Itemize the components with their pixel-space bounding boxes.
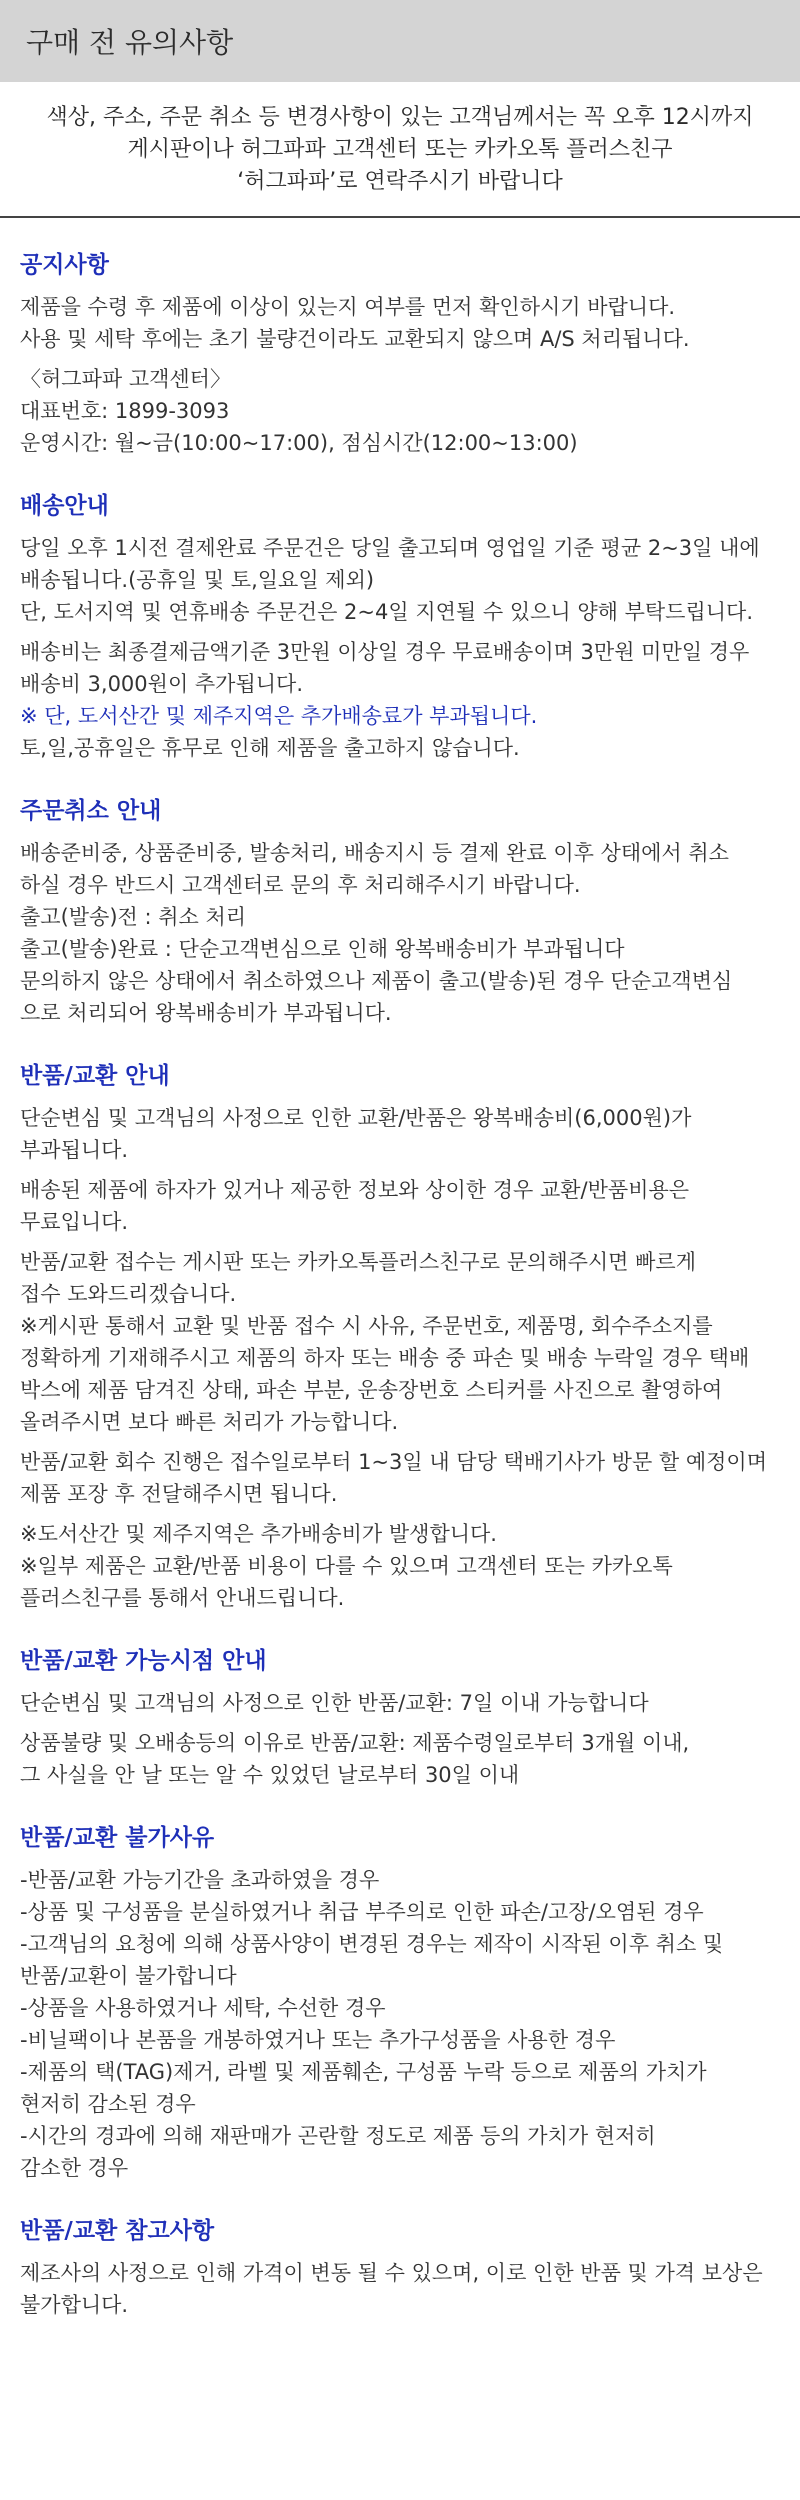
text-line: 제품 포장 후 전달해주시면 됩니다. (20, 1482, 338, 1506)
section-shipping (0, 487, 800, 764)
text-line: 반품/교환 접수는 게시판 또는 카카오톡플러스친구로 문의해주시면 빠르게 (20, 1250, 696, 1274)
highlight-notice: ※ 단, 도서산간 및 제주지역은 추가배송료가 부과됩니다. (20, 704, 538, 728)
text-line: 배송준비중, 상품준비중, 발송처리, 배송지시 등 결제 완료 이후 상태에서 취소 (20, 841, 729, 865)
text-line: 단순변심 및 고객님의 사정으로 인한 반품/교환: 7일 이내 가능합니다 (20, 1691, 649, 1715)
text-line: 사용 및 세탁 후에는 초기 불량건이라도 교환되지 않으며 A/S 처리됩니다. (20, 327, 690, 351)
text-line: 제품을 수령 후 제품에 이상이 있는지 여부를 먼저 확인하시기 바랍니다. (20, 295, 676, 319)
paragraph (20, 1246, 780, 1438)
paragraph (20, 1727, 780, 1791)
list-item: -상품 및 구성품을 분실하였거나 취급 부주의로 인한 파손/고장/오염된 경우 (20, 1900, 704, 1924)
section-return-restrictions (0, 1819, 800, 2184)
paragraph (20, 2257, 780, 2321)
section-return-exchange (0, 1057, 800, 1614)
paragraph (20, 532, 780, 628)
section-return-notes (0, 2212, 800, 2321)
text-line: 제조사의 사정으로 인해 가격이 변동 될 수 있으며, 이로 인한 반품 및 가격 보상은 (20, 2261, 763, 2285)
customer-center-info (20, 363, 780, 459)
list-item: 감소한 경우 (20, 2156, 129, 2180)
text-line: 배송된 제품에 하자가 있거나 제공한 정보와 상이한 경우 교환/반품비용은 (20, 1178, 690, 1202)
text-line: 으로 처리되어 왕복배송비가 부과됩니다. (20, 1001, 392, 1025)
section-title: 주문취소 안내 (20, 798, 162, 824)
text-line: 당일 오후 1시전 결제완료 주문건은 당일 출고되며 영업일 기준 평균 2~3일 내에 (20, 536, 760, 560)
text-line: 단순변심 및 고객님의 사정으로 인한 교환/반품은 왕복배송비(6,000원)가 (20, 1106, 692, 1130)
paragraph (20, 1174, 780, 1238)
paragraph (20, 636, 780, 764)
text-line: 부과됩니다. (20, 1138, 129, 1162)
notice-banner (0, 82, 800, 218)
text-line: 상품불량 및 오배송등의 이유로 반품/교환: 제품수령일로부터 3개월 이내, (20, 1731, 690, 1755)
text-line: 〈허그파파 고객센터〉 (20, 367, 231, 391)
text-line: ※일부 제품은 교환/반품 비용이 다를 수 있으며 고객센터 또는 카카오톡 (20, 1554, 673, 1578)
text-line: ※게시판 통해서 교환 및 반품 접수 시 사유, 주문번호, 제품명, 회수주소지를 (20, 1314, 713, 1338)
section-order-cancel (0, 792, 800, 1029)
restriction-list (20, 1864, 780, 2184)
text-line: 그 사실을 안 날 또는 알 수 있었던 날로부터 30일 이내 (20, 1763, 520, 1787)
page-title: 구매 전 유의사항 (0, 0, 800, 82)
phone-number: 대표번호: 1899-3093 (20, 399, 230, 423)
text-line: 출고(발송)전 : 취소 처리 (20, 905, 247, 929)
notice-line: 게시판이나 허그파파 고객센터 또는 카카오톡 플러스친구 (127, 137, 673, 162)
text-line: 무료입니다. (20, 1210, 129, 1234)
list-item: -상품을 사용하였거나 세탁, 수선한 경우 (20, 1996, 386, 2020)
text-line: 배송됩니다.(공휴일 및 토,일요일 제외) (20, 568, 375, 592)
section-return-period (0, 1642, 800, 1791)
text-line: 배송비 3,000원이 추가됩니다. (20, 672, 304, 696)
text-line: 하실 경우 반드시 고객센터로 문의 후 처리해주시기 바랍니다. (20, 873, 581, 897)
text-line: ※도서산간 및 제주지역은 추가배송비가 발생합니다. (20, 1522, 497, 1546)
section-notice (0, 246, 800, 459)
text-line: 플러스친구를 통해서 안내드립니다. (20, 1586, 345, 1610)
section-title: 반품/교환 안내 (20, 1063, 170, 1089)
list-item: -시간의 경과에 의해 재판매가 곤란할 정도로 제품 등의 가치가 현저히 (20, 2124, 656, 2148)
paragraph (20, 837, 780, 1029)
list-item: 반품/교환이 불가합니다 (20, 1964, 237, 1988)
text-line: 정확하게 기재해주시고 제품의 하자 또는 배송 중 파손 및 배송 누락일 경우 택배 (20, 1346, 750, 1370)
section-title: 공지사항 (20, 252, 109, 278)
paragraph (20, 1102, 780, 1166)
paragraph (20, 291, 780, 355)
paragraph (20, 1687, 780, 1719)
paragraph (20, 1446, 780, 1510)
text-line: 올려주시면 보다 빠른 처리가 가능합니다. (20, 1410, 399, 1434)
text-line: 출고(발송)완료 : 단순고객변심으로 인해 왕복배송비가 부과됩니다 (20, 937, 625, 961)
text-line: 불가합니다. (20, 2293, 129, 2317)
text-line: 반품/교환 회수 진행은 접수일로부터 1~3일 내 담당 택배기사가 방문 할 예정이며 (20, 1450, 768, 1474)
section-title: 반품/교환 불가사유 (20, 1825, 215, 1851)
text-line: 토,일,공휴일은 휴무로 인해 제품을 출고하지 않습니다. (20, 736, 520, 760)
list-item: -제품의 택(TAG)제거, 라벨 및 제품훼손, 구성품 누락 등으로 제품의 가치가 (20, 2060, 707, 2084)
list-item: -고객님의 요청에 의해 상품사양이 변경된 경우는 제작이 시작된 이후 취소 및 (20, 1932, 724, 1956)
notice-line: ‘허그파파’로 연락주시기 바랍니다 (237, 169, 563, 194)
paragraph (20, 1518, 780, 1614)
text-line: 문의하지 않은 상태에서 취소하였으나 제품이 출고(발송)된 경우 단순고객변심 (20, 969, 733, 993)
text-line: 배송비는 최종결제금액기준 3만원 이상일 경우 무료배송이며 3만원 미만일 경우 (20, 640, 750, 664)
section-title: 반품/교환 참고사항 (20, 2218, 215, 2244)
list-item: -반품/교환 가능기간을 초과하였을 경우 (20, 1868, 380, 1892)
list-item: 현저히 감소된 경우 (20, 2092, 196, 2116)
text-line: 단, 도서지역 및 연휴배송 주문건은 2~4일 지연될 수 있으니 양해 부탁드립니다. (20, 600, 753, 624)
text-line: 접수 도와드리겠습니다. (20, 1282, 237, 1306)
section-title: 배송안내 (20, 493, 109, 519)
operating-hours: 운영시간: 월~금(10:00~17:00), 점심시간(12:00~13:00) (20, 431, 578, 455)
section-title: 반품/교환 가능시점 안내 (20, 1648, 267, 1674)
notice-line: 색상, 주소, 주문 취소 등 변경사항이 있는 고객님께서는 꼭 오후 12시까지 (46, 105, 754, 130)
list-item: -비닐팩이나 본품을 개봉하였거나 또는 추가구성품을 사용한 경우 (20, 2028, 616, 2052)
text-line: 박스에 제품 담겨진 상태, 파손 부분, 운송장번호 스티커를 사진으로 촬영하여 (20, 1378, 723, 1402)
